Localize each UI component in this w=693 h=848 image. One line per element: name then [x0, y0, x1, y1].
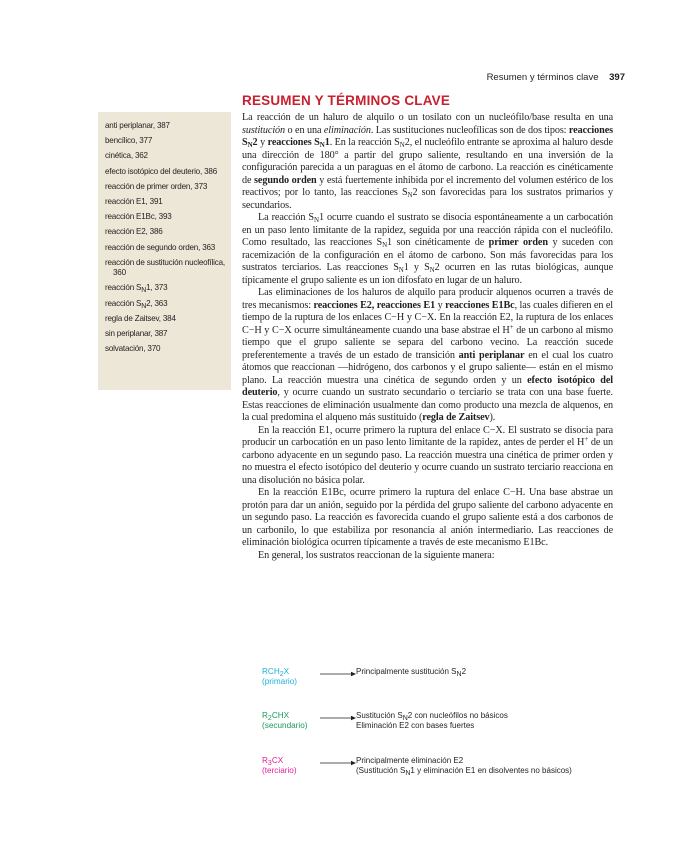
key-term: anti periplanar, 387 [105, 121, 170, 130]
substrate [262, 667, 297, 687]
reaction-outcome: Sustitución $S_N2$ con nucleófilos no básicos Eliminación E2 con bases fuertes [356, 711, 508, 730]
reaction-outcome: Principalmente sustitución $S_N2$ [356, 667, 467, 678]
substrate-class: (primario) [262, 677, 298, 686]
scheme-row-primary [262, 667, 622, 711]
right-arrow-icon [320, 760, 356, 766]
key-term: reacción de segundo orden, 363 [105, 242, 216, 252]
key-term: reacción E1, 391 [105, 196, 163, 206]
key-term: reacción E2, 386 [105, 227, 163, 237]
substrate-class: (terciario) [262, 766, 297, 775]
paragraph: En la reacción E1, ocurre primero la ruptura del enlace C−X. El sustrato se disocia para producir un carbocatión en un paso lento limitante de la rapidez, antes de perder el H+ de un carbono adyacente en un segundo paso. La reacción muestra una cinética de primer orden y no muestra el efecto isotópico del deuterio y ocurre cuando un sustrato terciario reacciona en una disolución no básica polar. [242, 424, 613, 486]
paragraph: La reacción de un haluro de alquilo o un tosilato con un nucleófilo/base resulta en una sustitución o en una eliminación. Las sustituciones nucleofílicas son de dos tipos: reacciones $S_N2$ y reacciones $S_N1$. En la reacción $S_N2$, el nucleófilo entrante se aproxima al haluro desde una dirección de 180° a partir del grupo saliente, resultando en una inversión de la configuración parecida a un paraguas en el átomo de carbono. La reacción es cinéticamente de segundo orden y está fuertemente inhibida por el incremento del volumen estérico de los reactivos; por lo tanto, las reacciones $S_N2$ son favorecidas para los sustratos primarios y secundarios. [242, 112, 614, 211]
key-term: sin periplanar, 387 [105, 329, 168, 339]
key-term: reacción $S_N2$, 363 [105, 298, 168, 310]
substrate-formula: $RCH_2X$ [262, 667, 290, 678]
key-term: bencílico, 377 [105, 136, 153, 146]
running-head [487, 72, 625, 83]
scheme-row-tertiary [262, 756, 622, 800]
right-arrow-icon [320, 671, 356, 677]
section-title: RESUMEN Y TÉRMINOS CLAVE [242, 93, 451, 108]
key-term: cinética, 362 [105, 151, 148, 161]
key-term: reacción E1Bc, 393 [105, 212, 172, 222]
key-term: solvatación, 370 [105, 344, 161, 354]
key-term: efecto isotópico del deuterio, 386 [105, 166, 217, 176]
substrate-class: (secundario) [262, 721, 308, 730]
running-title: Resumen y términos clave [486, 72, 599, 83]
right-arrow-icon [320, 715, 356, 721]
page-number: 397 [609, 72, 625, 83]
substrate [262, 711, 308, 731]
paragraph: En general, los sustratos reaccionan de la siguiente manera: [258, 549, 495, 561]
paragraph: Las eliminaciones de los haluros de alquilo para producir alquenos ocurren a través de tres mecanismos: reacciones E2, reacciones E1 y reacciones E1Bc, las cuales difieren en el tiempo de la ruptura de los enlaces C−H y C−X. En la reacción E2, la ruptura de los enlaces C−H y C−X ocurre simultáneamente cuando una base abstrae el H+ de un carbono al mismo tiempo que el grupo saliente se separa del carbono vecino. La reacción sucede preferentemente a través de un estado de transición anti periplanar en el cual los cuatro átomos que reaccionan —hidrógeno, dos carbonos y el grupo saliente— están en el mismo plano. La reacción muestra una cinética de segundo orden y un efecto isotópico del deuterio, y ocurre cuando un sustrato secundario o terciario se trata con una base fuerte. Estas reacciones de eliminación usualmente dan como producto una mezcla de alquenos, en la cual predomina el alqueno más sustituido (regla de Zaitsev). [242, 287, 614, 423]
key-term: reacción de primer orden, 373 [105, 181, 208, 191]
summary-text [242, 112, 613, 562]
key-term: reacción de sustitución nucleofílica, 360 [105, 257, 225, 278]
paragraph: La reacción $S_N1$ ocurre cuando el sustrato se disocia espontáneamente a un carbocatión en un paso lento limitante de la rapidez, seguida por una reacción rápida con el nucleófilo. Como resultado, las reacciones $S_N1$ son cinéticamente de primer orden y suceden con racemización de la configuración en el átomo de carbono. Son más favorecidas para los sustratos terciarios. Las reacciones $S_N1$ y $S_N2$ ocurren en las rutas biológicas, aunque típicamente el grupo saliente es un ion difosfato en lugar de un haluro. [242, 212, 614, 286]
substrate [262, 756, 297, 776]
substrate-formula: $R_2CHX$ [262, 711, 290, 722]
key-term: regla de Zaitsev, 384 [105, 313, 176, 323]
substrate-formula: $R_3CX$ [262, 756, 284, 767]
reaction-outcome: Principalmente eliminación E2 (Sustitución $S_N1$ y eliminación E1 en disolventes no básicos) [356, 756, 572, 777]
reaction-scheme [262, 667, 622, 800]
scheme-row-secondary [262, 711, 622, 756]
key-terms-sidebar [98, 112, 231, 390]
key-term: reacción $S_N1$, 373 [105, 283, 168, 295]
paragraph: En la reacción E1Bc, ocurre primero la ruptura del enlace C−H. Una base abstrae un protón para dar un anión, seguido por la pérdida del grupo saliente del carbono adyacente en un segundo paso. La reacción es favorecida cuando el grupo saliente está a dos carbonos de un carbonilo, lo que estabiliza por resonancia al anión intermediario. Las reacciones de eliminación biológica ocurren típicamente a través de este mecanismo E1Bc. [242, 487, 613, 548]
